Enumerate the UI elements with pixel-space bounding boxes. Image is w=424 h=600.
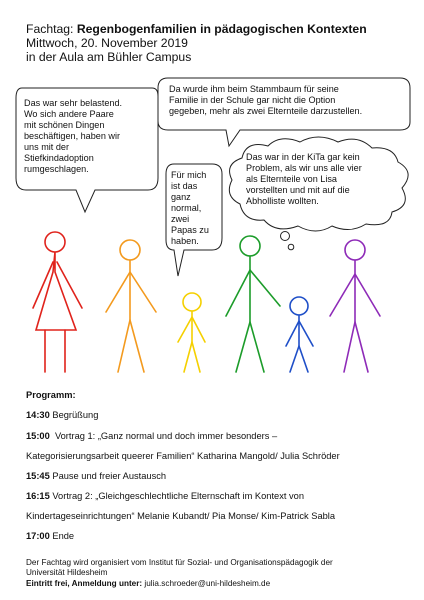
program-item xyxy=(26,491,304,502)
bubble-line: uns mit der xyxy=(24,142,69,152)
program-heading-text: Programm: xyxy=(26,390,76,400)
bubble-middle-text xyxy=(171,170,209,247)
event-date: Mittwoch, 20. November 2019 xyxy=(26,36,188,50)
event-title: Regenbogenfamilien in pädagogischen Kontexten xyxy=(76,22,367,36)
program-time: 15:45 xyxy=(26,471,50,481)
program-item xyxy=(26,471,166,482)
thought-dot-1 xyxy=(281,232,290,241)
program-item xyxy=(26,431,277,442)
registration-line xyxy=(26,579,270,589)
registration-label: Eintritt frei, Anmeldung unter: xyxy=(26,579,143,588)
registration-email-link[interactable]: julia.schroeder@uni-hildesheim.de xyxy=(142,579,271,588)
bubble-line: Familie in der Schule gar nicht die Option xyxy=(169,95,336,105)
figure-yellow-child xyxy=(178,293,205,372)
bubble-line: als Elternteile von Lisa xyxy=(246,174,337,184)
event-location: in der Aula am Bühler Campus xyxy=(26,50,192,64)
program-text: Vortrag 1: „Ganz normal und doch immer besonders – xyxy=(49,431,278,441)
program-time: 17:00 xyxy=(26,531,50,541)
bubble-line: gegeben, mehr als zwei Elternteile darzustellen. xyxy=(169,106,363,116)
figure-green-father xyxy=(226,236,280,372)
bubble-line: Das war in der KiTa gar kein xyxy=(246,152,360,162)
program-item xyxy=(26,531,74,542)
event-prefix: Fachtag: xyxy=(26,22,74,36)
program-text: Kategorisierungsarbeit queerer Familien“ Katharina Mangold/ Julia Schröder xyxy=(26,451,340,461)
figure-blue-child xyxy=(286,297,313,372)
bubble-line: Für mich xyxy=(171,170,207,180)
bubble-line: Papas zu xyxy=(171,225,209,235)
bubble-line: Problem, als wir uns alle vier xyxy=(246,163,362,173)
program-item xyxy=(26,451,340,462)
program-heading xyxy=(26,390,76,401)
bubble-line: Stiefkindadoption xyxy=(24,153,94,163)
program-text: Pause und freier Austausch xyxy=(49,471,167,481)
bubble-left-text xyxy=(24,98,122,175)
bubble-line: Abholliste wollten. xyxy=(246,196,319,206)
cloud-text xyxy=(246,152,362,207)
bubble-top-text xyxy=(169,84,362,117)
program-text: Ende xyxy=(49,531,75,541)
bubble-line: ganz xyxy=(171,192,191,202)
figure-orange-father xyxy=(106,240,156,372)
organizer-line-2: Universität Hildesheim xyxy=(26,568,108,577)
program-time: 15:00 xyxy=(26,431,50,441)
program-time: 14:30 xyxy=(26,410,50,420)
program-text: Kindertageseinrichtungen“ Melanie Kubandt/ Pia Monse/ Kim-Patrick Sabla xyxy=(26,511,336,521)
figure-red-mother xyxy=(33,232,82,372)
bubble-line: rumgeschlagen. xyxy=(24,164,89,174)
program-time: 16:15 xyxy=(26,491,50,501)
bubble-line: normal, xyxy=(171,203,202,213)
bubble-line: ist das xyxy=(171,181,198,191)
bubble-line: beschäftigen, haben wir xyxy=(24,131,121,141)
bubble-line: vorstellten und mit auf die xyxy=(246,185,350,195)
thought-dot-2 xyxy=(288,244,294,250)
program-text: Begrüßung xyxy=(49,410,99,420)
figure-purple-mother xyxy=(330,240,380,372)
bubble-line: mit schönen Dingen xyxy=(24,120,105,130)
program-text: Vortrag 2: „Gleichgeschlechtliche Elternschaft im Kontext von xyxy=(49,491,305,501)
organizer-line-1: Der Fachtag wird organisiert vom Institut für Sozial- und Organisationspädagogik der xyxy=(26,558,333,567)
program-item xyxy=(26,511,335,522)
bubble-line: haben. xyxy=(171,236,199,246)
bubble-line: Das war sehr belastend. xyxy=(24,98,123,108)
bubble-line: zwei xyxy=(171,214,190,224)
program-item xyxy=(26,410,98,421)
bubble-line: Wo sich andere Paare xyxy=(24,109,114,119)
bubble-line: Da wurde ihm beim Stammbaum für seine xyxy=(169,84,339,94)
